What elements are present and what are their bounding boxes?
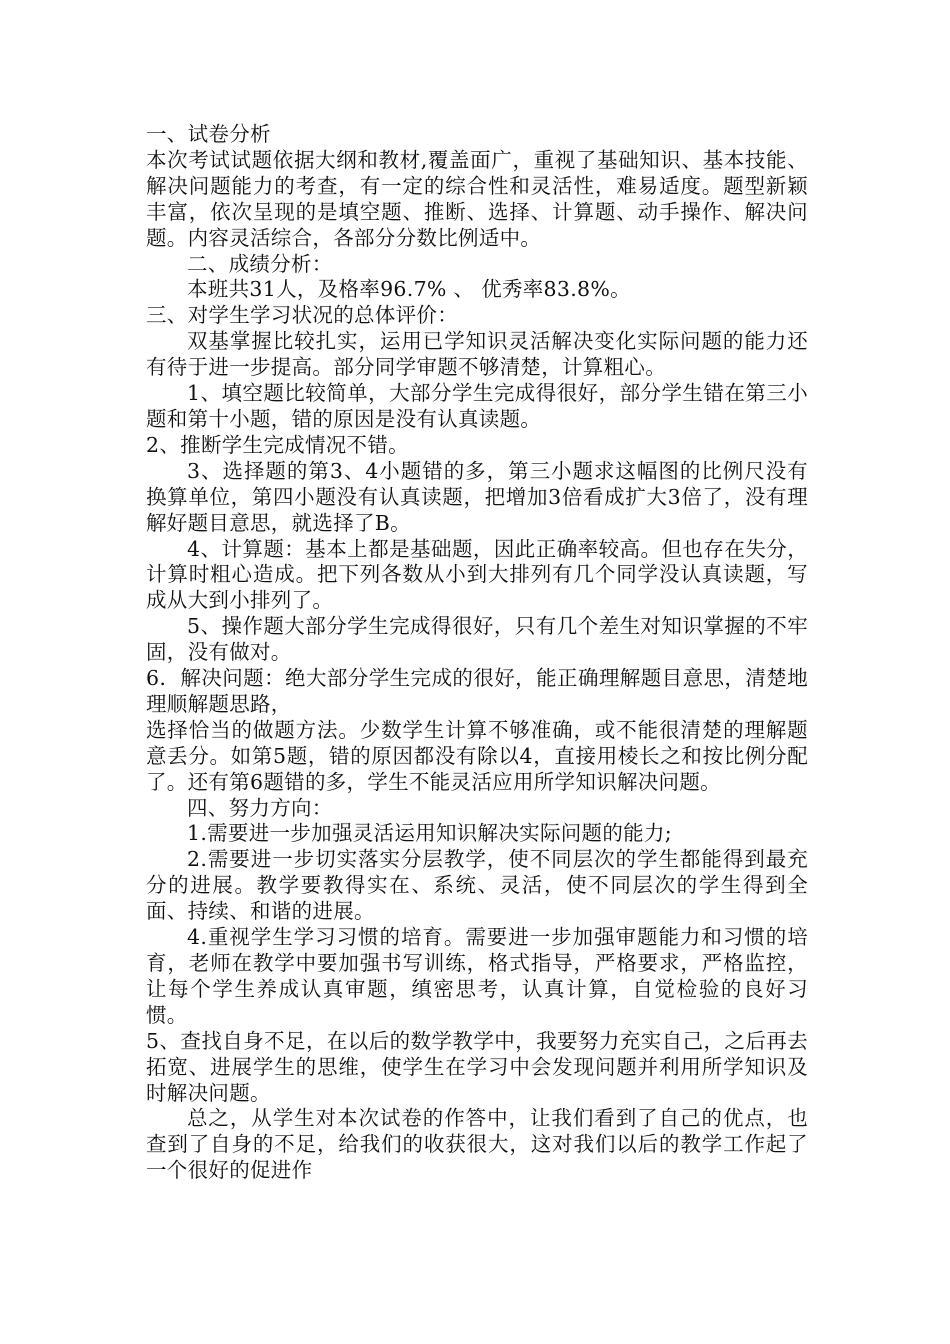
paragraph-operation: 5、操作题大部分学生完成得很好，只有几个差生对知识掌握的不牢固，没有做对。: [146, 614, 808, 665]
paragraph-problem-solving-continued: 选择恰当的做题方法。少数学生计算不够准确，或不能很清楚的理解题意丢分。如第5题，错的原因都没有除以4，直接用棱长之和按比例分配了。还有第6题错的多，学生不能灵活应用所学知识解决问题。: [146, 717, 808, 794]
paragraph-improvement-1: 1.需要进一步加强灵活运用知识解决实际问题的能力;: [187, 821, 672, 846]
paragraph-problem-solving: 6．解决问题：绝大部分学生完成的很好，能正确理解题目意思，清楚地理顺解题思路，: [146, 666, 808, 716]
section-heading-score-analysis: 二、成绩分析：: [187, 251, 333, 276]
paragraph-improvement-4: 4.重视学生学习习惯的培育。需要进一步加强审题能力和习惯的培育，老师在教学中要加强书写训练，格式指导，严格要求，严格监控，让每个学生养成认真审题，缜密思考，认真计算，自觉检验的良好习惯。: [146, 925, 808, 1027]
section-heading-paper-analysis: 一、试卷分析: [146, 122, 271, 146]
paragraph-score-stats: 本班共31人，及格率96.7% 、 优秀率83.8%。: [187, 277, 631, 302]
paragraph-improvement-2: 2.需要进一步切实落实分层教学，使不同层次的学生都能得到最充分的进展。教学要教得实在、系统、灵活，使不同层次的学生得到全面、持续、和谐的进展。: [146, 847, 808, 924]
paragraph-multiple-choice: 3、选择题的第3、4小题错的多，第三小题求这幅图的比例尺没有换算单位，第四小题没有认真读题，把增加3倍看成扩大3倍了，没有理解好题目意思，就选择了B。: [146, 458, 808, 535]
paragraph-exam-overview: 本次考试试题依据大纲和教材,覆盖面广，重视了基础知识、基本技能、解决问题能力的考查，有一定的综合性和灵活性，难易适度。题型新颖丰富，依次呈现的是填空题、推断、选择、计算题、动手操作、解决问题。内容灵活综合，各部分分数比例适中。: [146, 147, 808, 250]
paragraph-calculation: 4、计算题：基本上都是基础题，因此正确率较高。但也存在失分，计算时粗心造成。把下列各数从小到大排列有几个同学没认真读题，写成从大到小排列了。: [146, 536, 808, 613]
paragraph-judgement: 2、推断学生完成情况不错。: [146, 432, 409, 457]
paragraph-improvement-5: 5、查找自身不足，在以后的数学教学中，我要努力充实自己，之后再去拓宽、进展学生的思维，使学生在学习中会发现问题并利用所学知识及时解决问题。: [146, 1028, 808, 1105]
document-body: [146, 122, 808, 1184]
section-heading-improvement: 四、努力方向：: [187, 795, 333, 820]
section-heading-overall-evaluation: 三、对学生学习状况的总体评价：: [146, 303, 458, 328]
paragraph-fill-in-blank: 1、填空题比较简单，大部分学生完成得很好，部分学生错在第三小题和第十小题，错的原因是没有认真读题。: [146, 381, 808, 431]
paragraph-conclusion: 总之，从学生对本次试卷的作答中，让我们看到了自己的优点，也查到了自身的不足，给我们的收获很大，这对我们以后的教学工作起了一个很好的促进作: [146, 1106, 808, 1183]
paragraph-overall-evaluation: 双基掌握比较扎实，运用已学知识灵活解决变化实际问题的能力还有待于进一步提高。部分同学审题不够清楚，计算粗心。: [146, 329, 808, 380]
